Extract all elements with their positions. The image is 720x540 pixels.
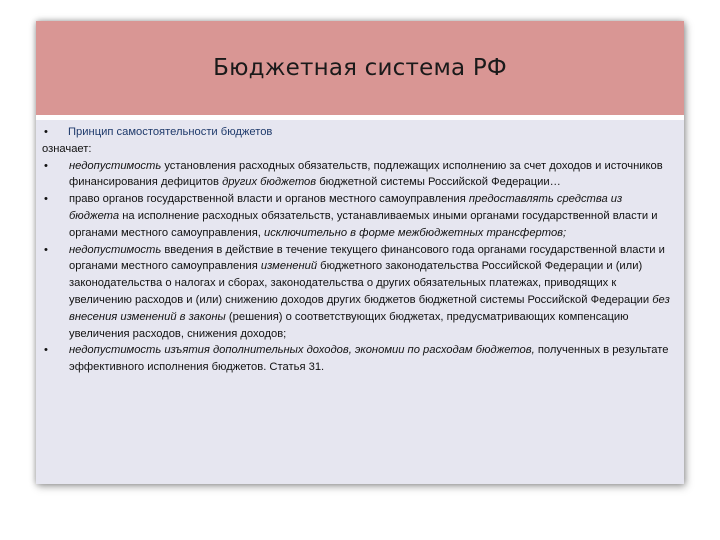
bullet: • bbox=[44, 344, 48, 357]
item-text-italic: предоставлять средства из бюджета bbox=[69, 193, 623, 222]
item-text: право органов государственной власти и органов местного самоуправления bbox=[69, 193, 469, 206]
item-text: бюджетной системы Российской Федерации… bbox=[316, 176, 561, 189]
item-text: бюджетного законодательства Российской Федерации и (или) законодательства о налогах и сборах, законодательства о других обязательных платежах, приводящих к увеличению расходов и (или) снижению доходов других бюджетов бюджетной системы Российской Федерации bbox=[69, 260, 653, 306]
item-text: полученных в результате эффективного исполнения бюджетов. Статья 31. bbox=[69, 344, 669, 374]
list-item bbox=[42, 242, 674, 343]
bullet: • bbox=[44, 126, 48, 138]
slide-title: Бюджетная система РФ bbox=[213, 55, 507, 81]
item-text: на исполнение расходных обязательств, устанавливаемых иными органами государственной власти и органами местного самоуправления, bbox=[69, 209, 658, 239]
item-text-italic: без внесения изменений в законы bbox=[69, 293, 670, 323]
item-text-italic: недопустимость bbox=[69, 243, 162, 256]
principle-heading: Принцип самостоятельности бюджетов bbox=[68, 126, 273, 138]
item-text: введения в действие в течение текущего финансового года органами государственной власти и органами местного самоуправления bbox=[69, 243, 665, 273]
list-item bbox=[42, 158, 674, 192]
list-item bbox=[42, 191, 674, 241]
item-text-italic: изменений bbox=[260, 260, 318, 273]
bullet: • bbox=[44, 243, 48, 256]
bullet: • bbox=[44, 193, 48, 206]
item-text-italic: недопустимость bbox=[69, 159, 162, 172]
slide-content bbox=[36, 115, 684, 484]
slide bbox=[36, 21, 684, 484]
item-text-italic: других бюджетов bbox=[222, 176, 317, 189]
item-text: установления расходных обязательств, подлежащих исполнению за счет доходов и источников финансирования дефицитов bbox=[69, 159, 663, 189]
item-text-italic: недопустимость изъятия дополнительных доходов, экономии по расходам бюджетов, bbox=[69, 344, 535, 357]
item-text-italic: исключительно в форме межбюджетных трансфертов; bbox=[263, 226, 567, 239]
title-band bbox=[36, 21, 684, 115]
means-label: означает: bbox=[42, 142, 92, 155]
principle-line bbox=[42, 124, 674, 141]
list-item bbox=[42, 342, 674, 376]
bullet: • bbox=[44, 159, 48, 172]
item-text: (решения) о соответствующих бюджетах, предусматривающих компенсацию увеличения расходов, снижения доходов; bbox=[69, 310, 629, 340]
